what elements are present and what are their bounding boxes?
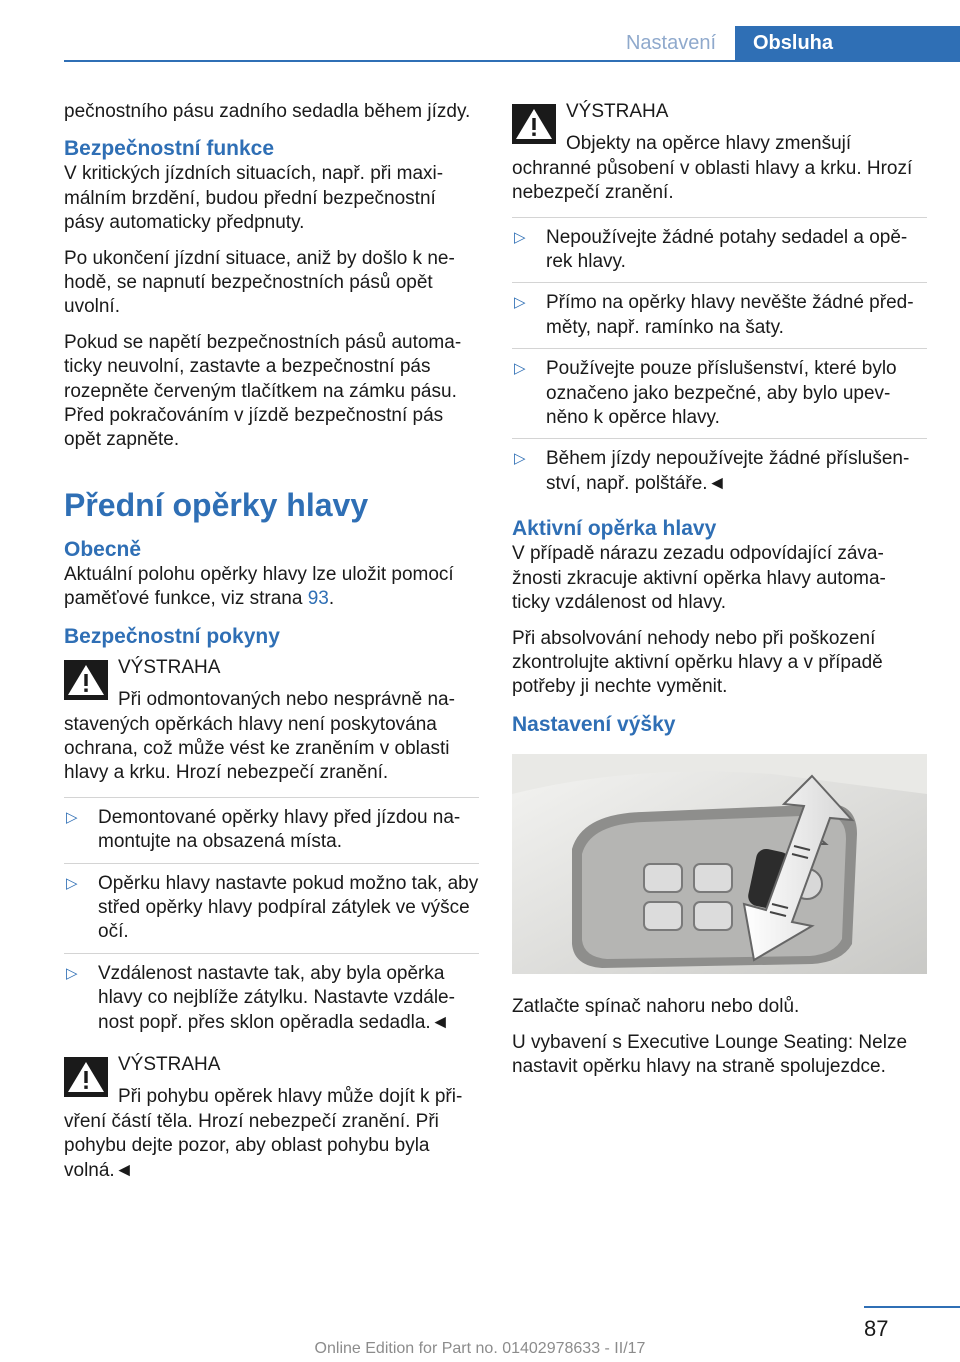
paragraph: Po ukončení jízdní situace, aniž by došlo k ne- hodě, se napnutí bezpečnostních pásů opět uvolní. (64, 247, 455, 318)
triangle-bullet-icon: ▷ (66, 808, 78, 826)
header-rule (64, 60, 960, 62)
list-item-text: Vzdálenost nastavte tak, aby byla opěrka hlavy co nejblíže zátylku. Nastavte vzdále- nost popř. přes sklon opěradla sedadla.◄ (98, 962, 455, 1033)
paragraph: Pokud se napětí bezpečnostních pásů automa- ticky neuvolní, zastavte a bezpečnostní pás rozepněte červeným tlačítkem na zámku pásu. Před pokračováním v jízdě bezpečnostní pás opět zapněte. (64, 331, 462, 451)
paragraph: Zatlačte spínač nahoru nebo dolů. (512, 996, 800, 1018)
warning-box (64, 656, 479, 786)
paragraph: U vybavení s Executive Lounge Seating: Nelze nastavit opěrku hlavy na straně spolujezdce. (512, 1031, 908, 1077)
warning-icon (64, 1057, 108, 1097)
bullet-list (512, 217, 927, 505)
seat-switch-illustration (512, 754, 927, 974)
paragraph: Při absolvování nehody nebo při poškození zkontrolujte aktivní opěrku hlavy a v případě potřeby ji nechte vyměnit. (512, 627, 883, 698)
page-number: 87 (864, 1316, 889, 1341)
list-item-text: Nepoužívejte žádné potahy sedadel a opě- rek hlavy. (546, 226, 908, 273)
footer-edition: Online Edition for Part no. 01402978633 - II/17 (314, 1340, 646, 1357)
triangle-bullet-icon: ▷ (514, 360, 526, 378)
list-item-text: Opěrku hlavy nastavte pokud možno tak, aby střed opěrky hlavy podpíral zátylek ve výšce očí. (98, 872, 479, 943)
paragraph-end: . (328, 588, 335, 610)
warning-title: VÝSTRAHA (118, 656, 221, 678)
right-column (512, 100, 927, 1090)
footer-rule (864, 1306, 960, 1308)
warning-text: Objekty na opěrce hlavy zmenšují ochranné působení v oblasti hlavy a krku. Hrozí nebezpečí zranění. (512, 133, 913, 204)
warning-text: Při odmontovaných nebo nesprávně na- stavených opěrkách hlavy není poskytována ochrana, což může vést ke zraněním v oblasti hlavy a krku. Hrozí nebezpečí zranění. (64, 689, 455, 784)
list-item-text: Používejte pouze příslušenství, které bylo označeno jako bezpečné, aby bylo upev- něno k opěrce hlavy. (546, 358, 897, 429)
bullet-list (64, 797, 479, 1043)
section-title: Přední opěrky hlavy (64, 486, 369, 523)
paragraph (64, 563, 479, 612)
paragraph-text: Aktuální polohu opěrky hlavy lze uložit pomocí paměťové funkce, viz strana (64, 563, 454, 610)
list-item (512, 438, 927, 504)
list-item (512, 282, 927, 348)
heading-safety-notes: Bezpečnostní pokyny (64, 624, 280, 648)
triangle-bullet-icon: ▷ (66, 964, 78, 982)
list-item (64, 797, 479, 863)
warning-title: VÝSTRAHA (118, 1053, 221, 1075)
paragraph: V kritických jízdních situacích, např. při maxi- málním brzdění, budou přední bezpečnostní pásy automaticky předpnuty. (64, 163, 444, 234)
triangle-bullet-icon: ▷ (66, 874, 78, 892)
warning-icon (64, 660, 108, 700)
list-item-text: Demontované opěrky hlavy před jízdou na- montujte na obsazená místa. (98, 806, 461, 853)
tab-obsluha[interactable]: Obsluha (735, 26, 960, 61)
triangle-bullet-icon: ▷ (514, 294, 526, 312)
warning-box (64, 1053, 479, 1183)
warning-icon (512, 104, 556, 144)
heading-height-adjust: Nastavení výšky (512, 712, 676, 736)
paragraph: pečnostního pásu zadního sedadla během jízdy. (64, 101, 471, 122)
warning-box (512, 100, 927, 206)
heading-active-headrest: Aktivní opěrka hlavy (512, 517, 717, 541)
triangle-bullet-icon: ▷ (514, 450, 526, 468)
list-item (512, 217, 927, 283)
triangle-bullet-icon: ▷ (514, 228, 526, 246)
list-item (64, 953, 479, 1043)
list-item-text: Během jízdy nepoužívejte žádné příslušen- ství, např. polštáře.◄ (546, 448, 910, 494)
tab-nastaveni[interactable]: Nastavení (625, 32, 717, 54)
page-link[interactable]: 93 (307, 588, 329, 610)
list-item (64, 863, 479, 953)
warning-title: VÝSTRAHA (566, 101, 669, 122)
heading-general: Obecně (64, 537, 142, 561)
heading-safety-function: Bezpečnostní funkce (64, 137, 275, 161)
warning-text: Při pohybu opěrek hlavy může dojít k při- vření částí těla. Hrozí nebezpečí zranění. Při pohybu dejte pozor, aby oblast pohybu byla volná.◄ (64, 1086, 463, 1181)
paragraph: V případě nárazu zezadu odpovídající záva- žnosti zkracuje aktivní opěrka hlavy automa- ticky vzdálenost od hlavy. (512, 543, 886, 614)
list-item-text: Přímo na opěrky hlavy nevěšte žádné před- měty, např. ramínko na šaty. (546, 292, 914, 338)
list-item (512, 348, 927, 438)
left-column (64, 100, 479, 1194)
